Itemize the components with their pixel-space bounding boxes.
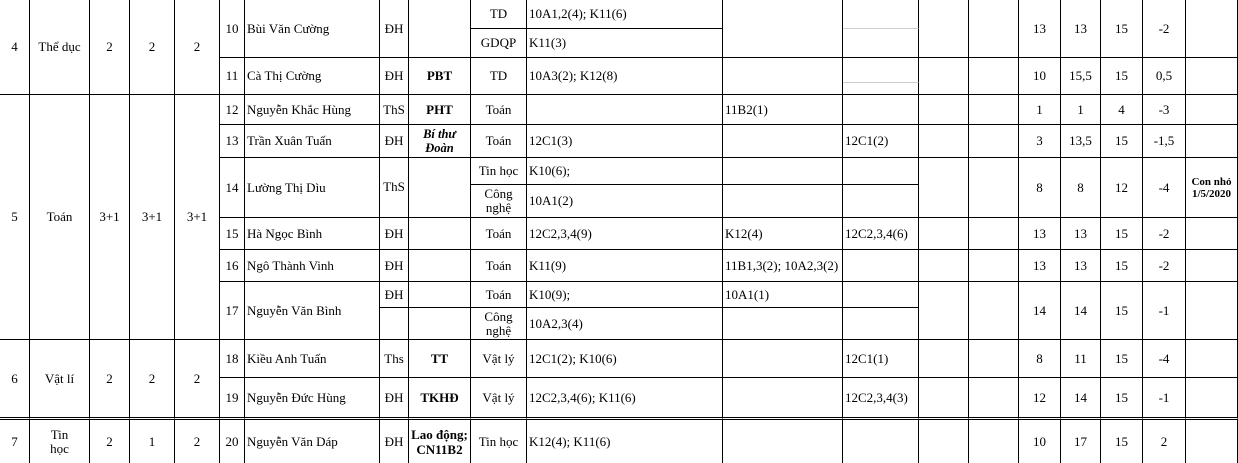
assign-cell: 12C1(2); K10(6) xyxy=(527,340,723,378)
teacher-name: Nguyễn Khắc Hùng xyxy=(245,95,380,125)
teacher-no: 18 xyxy=(220,340,245,378)
group-subject: Thể dục xyxy=(30,0,90,95)
teacher-role xyxy=(409,0,471,58)
total-diff: -1,5 xyxy=(1143,125,1186,158)
teacher-degree: ĐH xyxy=(380,125,409,158)
assign-cell-3 xyxy=(843,282,919,308)
assign-cell-3 xyxy=(843,95,919,125)
blank-cell xyxy=(919,378,969,420)
subject-cell: Tin học xyxy=(471,158,527,185)
assign-cell-2 xyxy=(723,0,843,58)
assign-cell-3 xyxy=(843,83,919,95)
total-3: 15 xyxy=(1101,0,1143,58)
teacher-role xyxy=(409,308,471,340)
blank-cell xyxy=(919,58,969,95)
assign-cell-3: 12C1(2) xyxy=(843,125,919,158)
subject-cell: Toán xyxy=(471,95,527,125)
assign-cell-2 xyxy=(723,58,843,95)
teacher-name: Bùi Văn Cường xyxy=(245,0,380,58)
blank-cell xyxy=(969,125,1019,158)
total-3: 4 xyxy=(1101,95,1143,125)
teacher-no: 19 xyxy=(220,378,245,420)
total-2: 13 xyxy=(1061,218,1101,250)
note-cell xyxy=(1186,282,1238,340)
subject-cell: Toán xyxy=(471,282,527,308)
teacher-degree: ĐH xyxy=(380,420,409,463)
assign-cell-3 xyxy=(843,420,919,463)
total-2: 13,5 xyxy=(1061,125,1101,158)
group-count-3: 2 xyxy=(175,420,220,463)
assign-cell xyxy=(527,95,723,125)
note-cell xyxy=(1186,378,1238,420)
assign-cell: 10A1(2) xyxy=(527,185,723,218)
assign-cell: 10A3(2); K12(8) xyxy=(527,58,723,95)
blank-cell xyxy=(919,158,969,218)
teacher-role xyxy=(409,158,471,218)
teacher-name: Nguyễn Đức Hùng xyxy=(245,378,380,420)
total-1: 10 xyxy=(1019,420,1061,463)
group-count-3: 2 xyxy=(175,0,220,95)
note-cell xyxy=(1186,95,1238,125)
teacher-degree: Ths xyxy=(380,340,409,378)
assign-cell-3: 12C1(1) xyxy=(843,340,919,378)
teacher-degree: ĐH xyxy=(380,58,409,95)
total-1: 13 xyxy=(1019,250,1061,282)
teacher-role: PBT xyxy=(409,58,471,95)
teacher-name: Hà Ngọc Bình xyxy=(245,218,380,250)
total-3: 15 xyxy=(1101,58,1143,95)
total-diff: -2 xyxy=(1143,0,1186,58)
teacher-name: Trần Xuân Tuấn xyxy=(245,125,380,158)
teacher-no: 12 xyxy=(220,95,245,125)
assign-cell-3 xyxy=(843,0,919,29)
assign-cell-3: 12C2,3,4(6) xyxy=(843,218,919,250)
teacher-degree: ĐH xyxy=(380,218,409,250)
total-diff: -1 xyxy=(1143,378,1186,420)
teacher-role xyxy=(409,218,471,250)
assign-cell-3 xyxy=(843,185,919,218)
teacher-no: 20 xyxy=(220,420,245,463)
blank-cell xyxy=(969,378,1019,420)
teacher-name: Ngô Thành Vinh xyxy=(245,250,380,282)
subject-cell: Toán xyxy=(471,250,527,282)
blank-cell xyxy=(969,282,1019,340)
blank-cell xyxy=(969,218,1019,250)
note-cell xyxy=(1186,250,1238,282)
assign-cell: K11(9) xyxy=(527,250,723,282)
assign-cell: 12C1(3) xyxy=(527,125,723,158)
subject-cell: TD xyxy=(471,0,527,29)
total-diff: -4 xyxy=(1143,158,1186,218)
teacher-degree xyxy=(380,308,409,340)
group-count-2: 2 xyxy=(130,0,175,95)
total-2: 11 xyxy=(1061,340,1101,378)
total-diff: -1 xyxy=(1143,282,1186,340)
assign-cell: K10(6); xyxy=(527,158,723,185)
teacher-role xyxy=(409,250,471,282)
blank-cell xyxy=(969,250,1019,282)
blank-cell xyxy=(969,95,1019,125)
total-diff: -2 xyxy=(1143,218,1186,250)
total-diff: -2 xyxy=(1143,250,1186,282)
group-subject: Tin học xyxy=(30,420,90,463)
blank-cell xyxy=(919,250,969,282)
assign-cell-2: 10A1(1) xyxy=(723,282,843,308)
subject-cell: Công nghệ xyxy=(471,308,527,340)
assign-cell-2 xyxy=(723,125,843,158)
assign-cell-2: 11B2(1) xyxy=(723,95,843,125)
assign-cell: K11(3) xyxy=(527,29,723,58)
subject-cell: GDQP xyxy=(471,29,527,58)
total-1: 8 xyxy=(1019,158,1061,218)
total-2: 14 xyxy=(1061,282,1101,340)
teacher-role: Lao động; CN11B2 xyxy=(409,420,471,463)
group-count-3: 2 xyxy=(175,340,220,420)
assign-cell-2: K12(4) xyxy=(723,218,843,250)
subject-cell: Tin học xyxy=(471,420,527,463)
total-2: 15,5 xyxy=(1061,58,1101,95)
assign-cell-3 xyxy=(843,58,919,83)
teacher-role: TKHĐ xyxy=(409,378,471,420)
blank-cell xyxy=(969,340,1019,378)
teacher-degree: ĐH xyxy=(380,0,409,58)
note-cell xyxy=(1186,420,1238,463)
group-count-2: 1 xyxy=(130,420,175,463)
total-1: 8 xyxy=(1019,340,1061,378)
total-2: 17 xyxy=(1061,420,1101,463)
note-cell xyxy=(1186,58,1238,95)
total-3: 15 xyxy=(1101,340,1143,378)
total-3: 12 xyxy=(1101,158,1143,218)
teacher-degree: ThS xyxy=(380,158,409,218)
teacher-name: Cà Thị Cường xyxy=(245,58,380,95)
total-2: 1 xyxy=(1061,95,1101,125)
note-cell xyxy=(1186,125,1238,158)
teacher-name: Nguyễn Văn Dáp xyxy=(245,420,380,463)
total-3: 15 xyxy=(1101,378,1143,420)
total-2: 13 xyxy=(1061,0,1101,58)
subject-cell: Vật lý xyxy=(471,378,527,420)
assign-cell: K10(9); xyxy=(527,282,723,308)
teacher-name: Nguyễn Văn Bình xyxy=(245,282,380,340)
assign-cell-2 xyxy=(723,185,843,218)
blank-cell xyxy=(969,420,1019,463)
total-diff: 0,5 xyxy=(1143,58,1186,95)
total-3: 15 xyxy=(1101,282,1143,340)
blank-cell xyxy=(969,158,1019,218)
subject-cell: TD xyxy=(471,58,527,95)
group-count-2: 3+1 xyxy=(130,95,175,340)
teacher-name: Lường Thị Dìu xyxy=(245,158,380,218)
teacher-no: 13 xyxy=(220,125,245,158)
total-2: 8 xyxy=(1061,158,1101,218)
assign-cell-3 xyxy=(843,158,919,185)
total-1: 12 xyxy=(1019,378,1061,420)
group-stt: 7 xyxy=(0,420,30,463)
teacher-no: 15 xyxy=(220,218,245,250)
total-2: 13 xyxy=(1061,250,1101,282)
assign-cell: 12C2,3,4(6); K11(6) xyxy=(527,378,723,420)
teacher-degree: ĐH xyxy=(380,250,409,282)
assign-cell: 10A1,2(4); K11(6) xyxy=(527,0,723,29)
assign-cell-3 xyxy=(843,29,919,58)
group-subject: Vật lí xyxy=(30,340,90,420)
group-count-2: 2 xyxy=(130,340,175,420)
assign-cell-2: 11B1,3(2); 10A2,3(2) xyxy=(723,250,843,282)
total-2: 14 xyxy=(1061,378,1101,420)
total-1: 13 xyxy=(1019,218,1061,250)
teacher-role: PHT xyxy=(409,95,471,125)
subject-cell: Công nghệ xyxy=(471,185,527,218)
group-count-1: 3+1 xyxy=(90,95,130,340)
note-cell xyxy=(1186,218,1238,250)
group-stt: 4 xyxy=(0,0,30,95)
group-count-3: 3+1 xyxy=(175,95,220,340)
blank-cell xyxy=(919,218,969,250)
assign-cell-2 xyxy=(723,308,843,340)
subject-cell: Toán xyxy=(471,218,527,250)
assign-cell-3 xyxy=(843,250,919,282)
blank-cell xyxy=(919,282,969,340)
total-1: 3 xyxy=(1019,125,1061,158)
group-count-1: 2 xyxy=(90,0,130,95)
teacher-role xyxy=(409,282,471,308)
total-diff: -3 xyxy=(1143,95,1186,125)
teacher-degree: ThS xyxy=(380,95,409,125)
total-1: 13 xyxy=(1019,0,1061,58)
blank-cell xyxy=(969,58,1019,95)
total-3: 15 xyxy=(1101,125,1143,158)
blank-cell xyxy=(919,0,969,58)
total-3: 15 xyxy=(1101,420,1143,463)
total-diff: -4 xyxy=(1143,340,1186,378)
blank-cell xyxy=(919,420,969,463)
teacher-no: 17 xyxy=(220,282,245,340)
assign-cell-3: 12C2,3,4(3) xyxy=(843,378,919,420)
assign-cell: 12C2,3,4(9) xyxy=(527,218,723,250)
total-3: 15 xyxy=(1101,250,1143,282)
group-count-1: 2 xyxy=(90,340,130,420)
assign-cell: 10A2,3(4) xyxy=(527,308,723,340)
subject-cell: Vật lý xyxy=(471,340,527,378)
group-count-1: 2 xyxy=(90,420,130,463)
total-diff: 2 xyxy=(1143,420,1186,463)
group-stt: 6 xyxy=(0,340,30,420)
teacher-no: 16 xyxy=(220,250,245,282)
blank-cell xyxy=(919,340,969,378)
teacher-no: 14 xyxy=(220,158,245,218)
group-subject: Toán xyxy=(30,95,90,340)
assign-cell: K12(4); K11(6) xyxy=(527,420,723,463)
subject-cell: Toán xyxy=(471,125,527,158)
blank-cell xyxy=(969,0,1019,58)
assign-cell-2 xyxy=(723,340,843,378)
note-cell: Con nhỏ 1/5/2020 xyxy=(1186,158,1238,218)
teacher-role: Bí thư Đoàn xyxy=(409,125,471,158)
blank-cell xyxy=(919,125,969,158)
total-3: 15 xyxy=(1101,218,1143,250)
assign-cell-2 xyxy=(723,158,843,185)
teacher-degree: ĐH xyxy=(380,378,409,420)
total-1: 14 xyxy=(1019,282,1061,340)
teacher-role: TT xyxy=(409,340,471,378)
assign-cell-3 xyxy=(843,308,919,340)
teacher-no: 10 xyxy=(220,0,245,58)
note-cell xyxy=(1186,0,1238,58)
note-cell xyxy=(1186,340,1238,378)
teacher-degree: ĐH xyxy=(380,282,409,308)
blank-cell xyxy=(919,95,969,125)
assign-cell-2 xyxy=(723,378,843,420)
group-stt: 5 xyxy=(0,95,30,340)
assign-cell-2 xyxy=(723,420,843,463)
total-1: 10 xyxy=(1019,58,1061,95)
teacher-name: Kiều Anh Tuấn xyxy=(245,340,380,378)
teacher-no: 11 xyxy=(220,58,245,95)
total-1: 1 xyxy=(1019,95,1061,125)
